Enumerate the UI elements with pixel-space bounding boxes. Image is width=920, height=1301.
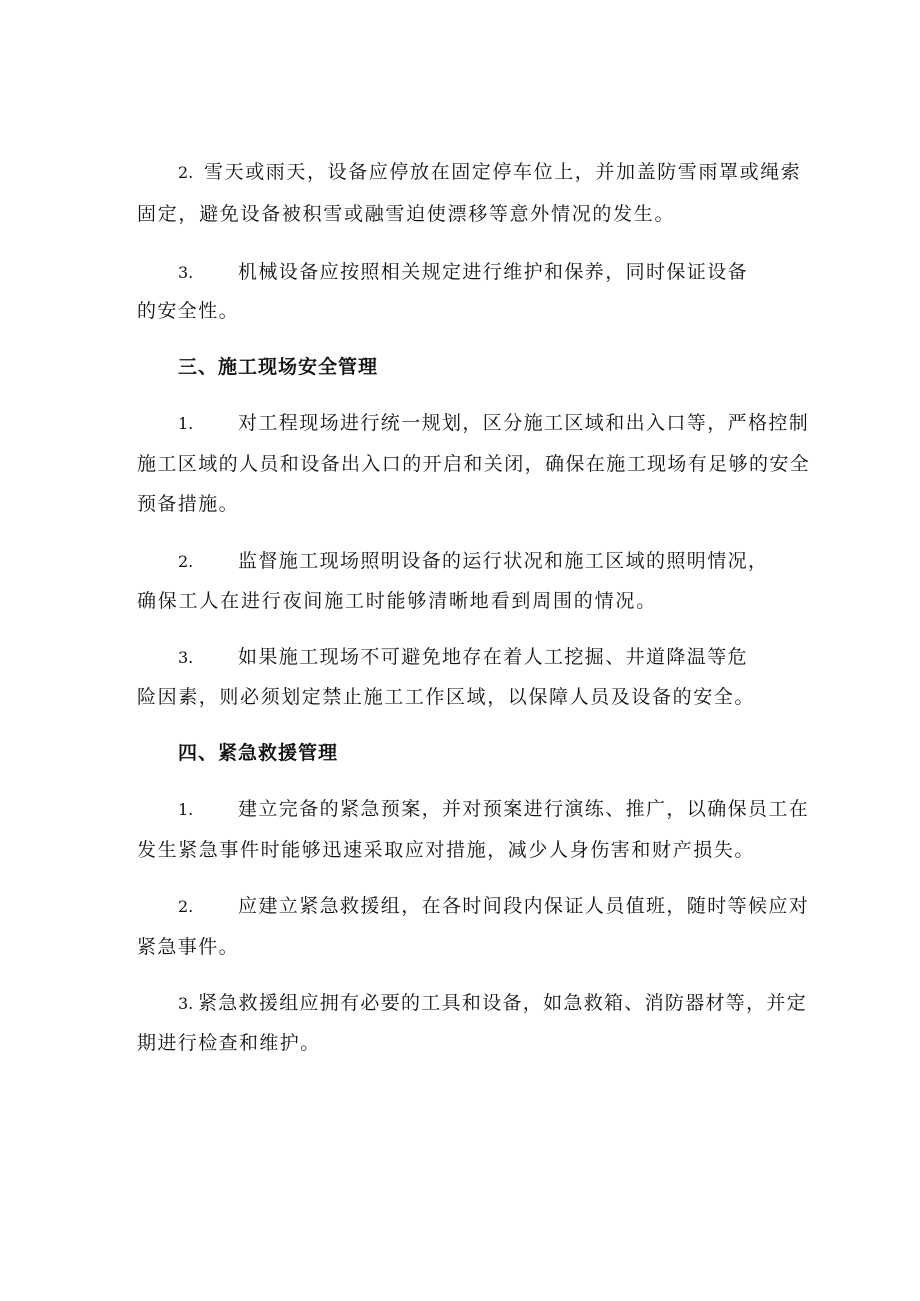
paragraph-text: 预备措施。 [137, 493, 240, 515]
item-number: 1. [178, 414, 194, 433]
section-heading: 四、紧急救援管理 [178, 742, 339, 764]
paragraph-text: 机械设备应按照相关规定进行维护和保养，同时保证设备 [238, 261, 749, 283]
paragraph-text: 期进行检查和维护。 [137, 1032, 321, 1054]
paragraph-line [137, 492, 239, 516]
paragraph-line [178, 645, 748, 670]
item-number: 2. [178, 552, 194, 571]
paragraph-line [178, 797, 809, 822]
paragraph-text: 固定，避免设备被积雪或融雪迫使漂移等意外情况的发生。 [137, 203, 676, 225]
item-number: 1. [178, 800, 194, 819]
paragraph-line [137, 838, 755, 862]
paragraph-text: 施工区域的人员和设备出入口的开启和关闭，确保在施工现场有足够的安全 [137, 453, 811, 475]
section-heading: 三、施工现场安全管理 [178, 356, 379, 378]
paragraph-line [137, 589, 657, 613]
paragraph-text: 的安全性。 [137, 300, 240, 322]
paragraph-text: 雪天或雨天，设备应停放在固定停车位上，并加盖防雪雨罩或绳索 [204, 161, 802, 183]
paragraph-text: 紧急救援组应拥有必要的工具和设备，如急救箱、消防器材等，并定 [198, 992, 808, 1014]
paragraph-text: 紧急事件。 [137, 936, 240, 958]
paragraph-text: 发生紧急事件时能够迅速采取应对措施，减少人身伤害和财产损失。 [137, 839, 756, 861]
paragraph-text: 对工程现场进行统一规划，区分施工区域和出入口等，严格控制 [238, 412, 810, 434]
item-number: 3. [178, 648, 194, 667]
paragraph-line [137, 1031, 321, 1055]
item-number: 2. [178, 897, 194, 916]
paragraph-line [137, 685, 755, 709]
paragraph-text: 监督施工现场照明设备的运行状况和施工区域的照明情况， [238, 550, 769, 572]
paragraph-line [137, 299, 239, 323]
paragraph-line [137, 202, 675, 226]
paragraph-text: 应建立紧急救援组，在各时间段内保证人员值班，随时等候应对 [238, 895, 810, 917]
item-number: 3. [178, 263, 194, 282]
paragraph-line [178, 549, 768, 574]
paragraph-line [178, 894, 809, 919]
paragraph-line [178, 411, 809, 436]
paragraph-text: 建立完备的紧急预案，并对预案进行演练、推广，以确保员工在 [238, 798, 810, 820]
paragraph-text: 如果施工现场不可避免地存在着人工挖掘、井道降温等危 [238, 646, 749, 668]
item-number: 2. [178, 163, 194, 182]
paragraph-line [178, 991, 807, 1016]
paragraph-text: 险因素，则必须划定禁止施工工作区域，以保障人员及设备的安全。 [137, 686, 756, 708]
paragraph-line [137, 935, 239, 959]
paragraph-text: 确保工人在进行夜间施工时能够清晰地看到周围的情况。 [137, 590, 658, 612]
paragraph-line [178, 260, 748, 285]
paragraph-line [137, 452, 810, 476]
paragraph-line [178, 160, 801, 185]
item-number: 3. [178, 994, 194, 1013]
